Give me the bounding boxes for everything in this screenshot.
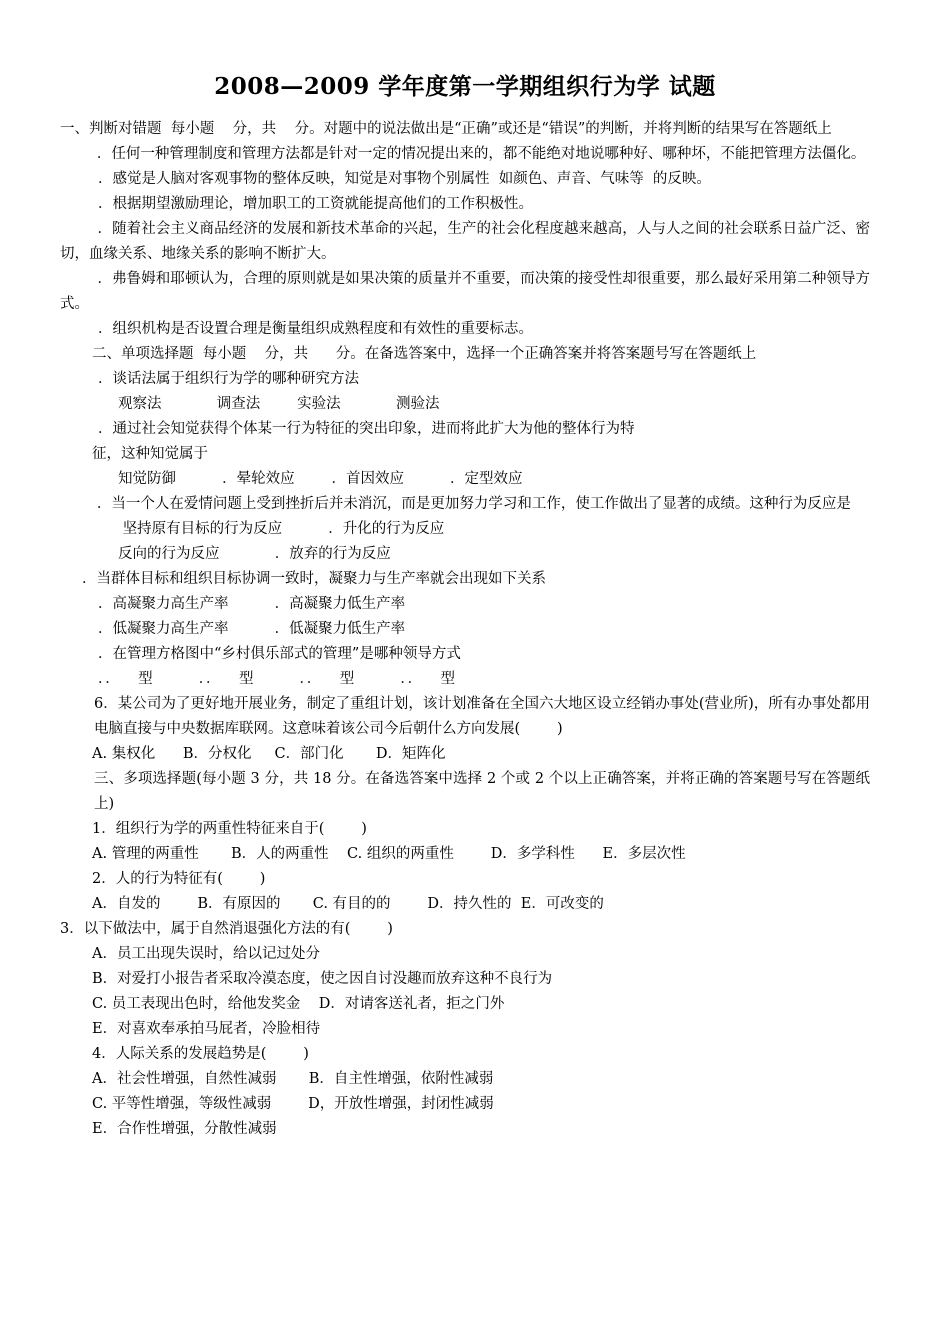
exam-line: A．自发的 B．有原因的 C. 有目的的 D．持久性的 E．可改变的	[92, 896, 604, 912]
exam-line: ．． 型 ．． 型 ．． 型 ．． 型	[98, 671, 456, 687]
exam-line: ．低凝聚力高生产率 ．低凝聚力低生产率	[98, 621, 406, 637]
exam-body	[60, 117, 870, 1142]
exam-line: A. 集权化 B．分权化 C．部门化 D．矩阵化	[92, 746, 446, 762]
exam-line: C. 员工表现出色时，给他发奖金 D．对请客送礼者，拒之门外	[92, 996, 505, 1012]
exam-line: ．随着社会主义商品经济的发展和新技术革命的兴起，生产的社会化程度越来越高，人与人之间的社会联系日益广泛、密切，血缘关系、地缘关系的影响不断扩大。	[60, 221, 871, 262]
exam-line: E．合作性增强，分散性减弱	[92, 1121, 277, 1137]
exam-line: ．弗鲁姆和耶顿认为，合理的原则就是如果决策的质量并不重要，而决策的接受性却很重要，那么最好采用第二种领导方式。	[60, 271, 871, 312]
exam-line: ．根据期望激励理论，增加职工的工资就能提高他们的工作积极性。	[98, 196, 533, 212]
exam-line: 二、单项选择题 每小题 分，共 分。在备选答案中，选择一个正确答案并将答案题号写在答题纸上	[92, 346, 757, 362]
exam-line: 一、判断对错题 每小题 分，共 分。对题中的说法做出是“正确”或还是“错误”的判断，并将判断的结果写在答题纸上	[60, 121, 832, 137]
exam-line: ．感觉是人脑对客观事物的整体反映，知觉是对事物个别属性 如颜色、声音、气味等 的反映。	[98, 171, 711, 187]
exam-line: A．员工出现失误时，给以记过处分	[92, 946, 320, 962]
exam-line: 2．人的行为特征有( )	[92, 871, 266, 887]
exam-line: ．当群体目标和组织目标协调一致时，凝聚力与生产率就会出现如下关系	[82, 571, 546, 587]
exam-line: 6．某公司为了更好地开展业务，制定了重组计划，该计划准备在全国六大地区设立经销办事处(营业所)，所有办事处都用电脑直接与中央数据库联网。这意味着该公司今后朝什么方向发展( )	[94, 696, 870, 737]
exam-line: 观察法 调查法 实验法 测验法	[118, 396, 440, 412]
exam-line: 反向的行为反应 ．放弃的行为反应	[118, 546, 391, 562]
exam-line: ．通过社会知觉获得个体某一行为特征的突出印象，进而将此扩大为他的整体行为特	[98, 421, 635, 437]
exam-line: 三、多项选择题(每小题 3 分，共 18 分。在备选答案中选择 2 个或 2 个以上正确答案，并将正确的答案题号写在答题纸上)	[94, 771, 870, 812]
exam-line: E．对喜欢奉承拍马屁者，冷脸相待	[92, 1021, 321, 1037]
exam-line: 3．以下做法中，属于自然消退强化方法的有( )	[60, 921, 393, 937]
exam-line: ．高凝聚力高生产率 ．高凝聚力低生产率	[98, 596, 406, 612]
page-title: 2008—2009 学年度第一学期组织行为学 试题	[214, 73, 716, 100]
exam-line: ．在管理方格图中“乡村俱乐部式的管理”是哪种领导方式	[98, 646, 461, 662]
exam-line: ．谈话法属于组织行为学的哪种研究方法	[98, 371, 359, 387]
exam-page	[60, 68, 870, 1142]
exam-line: 征，这种知觉属于	[92, 446, 208, 462]
exam-line: 4．人际关系的发展趋势是( )	[92, 1046, 309, 1062]
exam-line: 知觉防御 ．晕轮效应 ．首因效应 ．定型效应	[118, 471, 523, 487]
exam-line: ．当一个人在爱情问题上受到挫折后并未消沉，而是更加努力学习和工作，使工作做出了显著的成绩。这种行为反应是	[60, 496, 851, 512]
exam-line: 1．组织行为学的两重性特征来自于( )	[92, 821, 367, 837]
exam-line: ．任何一种管理制度和管理方法都是针对一定的情况提出来的，都不能绝对地说哪种好、哪种坏，不能把管理方法僵化。	[60, 146, 866, 162]
exam-line: C. 平等性增强，等级性减弱 D，开放性增强，封闭性减弱	[92, 1096, 494, 1112]
exam-line: A．社会性增强，自然性减弱 B．自主性增强，依附性减弱	[92, 1071, 494, 1087]
exam-line: B．对爱打小报告者采取冷漠态度，使之因自讨没趣而放弃这种不良行为	[92, 971, 553, 987]
exam-line: 坚持原有目标的行为反应 ．升化的行为反应	[118, 521, 445, 537]
exam-line: ．组织机构是否设置合理是衡量组织成熟程度和有效性的重要标志。	[98, 321, 533, 337]
exam-line: A. 管理的两重性 B．人的两重性 C. 组织的两重性 D．多学科性 E．多层次性	[92, 846, 686, 862]
